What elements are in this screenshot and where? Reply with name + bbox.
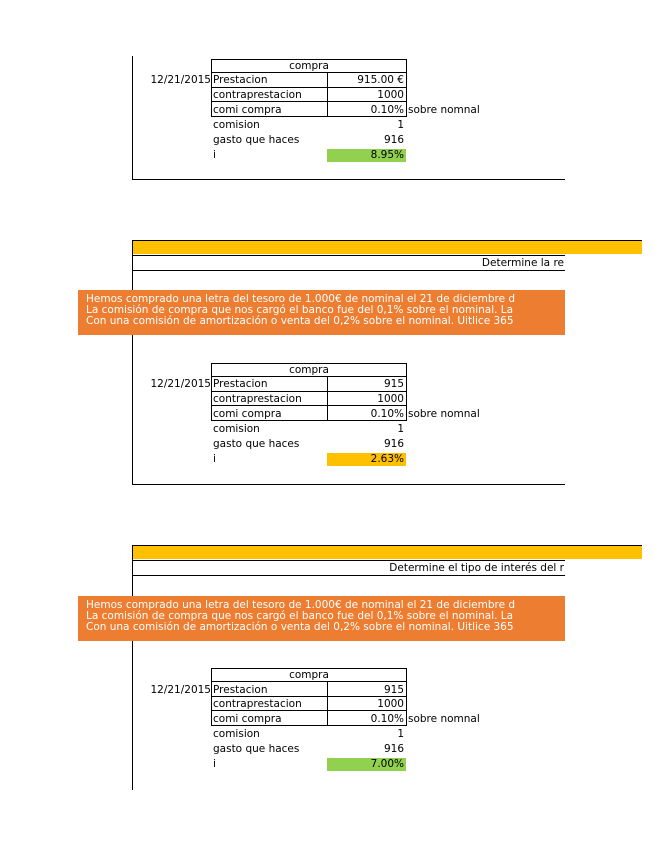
row-value-i[interactable]: 7.00%	[370, 758, 404, 770]
row-value-comi-compra[interactable]: 0.10%	[370, 408, 404, 420]
section-title[interactable]: Determine la re	[481, 257, 564, 269]
table-header[interactable]: compra	[289, 60, 329, 72]
row-note-comi-compra[interactable]: sobre nomnal	[408, 408, 480, 420]
grid-line	[211, 376, 407, 377]
row-label-gasto[interactable]: gasto que haces	[213, 438, 300, 450]
row-label-gasto[interactable]: gasto que haces	[213, 743, 300, 755]
problem-statement[interactable]	[78, 596, 565, 641]
yellow-header-band	[132, 241, 642, 254]
row-value-contraprestacion[interactable]: 1000	[377, 89, 404, 101]
grid-line	[211, 87, 407, 88]
row-label-comi-compra[interactable]: comi compra	[213, 408, 282, 420]
grid-line	[211, 681, 407, 682]
band-border	[132, 545, 642, 546]
section-bottom-border	[132, 179, 565, 180]
column-border	[132, 545, 133, 790]
row-value-gasto[interactable]: 916	[383, 743, 404, 755]
row-value-contraprestacion[interactable]: 1000	[377, 698, 404, 710]
title-bottom-border	[132, 575, 565, 576]
row-value-comi-compra[interactable]: 0.10%	[370, 713, 404, 725]
row-value-gasto[interactable]: 916	[383, 438, 404, 450]
problem-line-2: La comisión de compra que nos cargó el banco fue del 0,1% sobre el nominal. La	[86, 304, 514, 316]
row-value-i[interactable]: 8.95%	[370, 149, 404, 161]
row-note-comi-compra[interactable]: sobre nomnal	[408, 713, 480, 725]
row-value-contraprestacion[interactable]: 1000	[377, 393, 404, 405]
row-value-prestacion[interactable]: 915.00 €	[357, 74, 404, 86]
row-label-contraprestacion[interactable]: contraprestacion	[213, 393, 302, 405]
section-bottom-border	[132, 484, 565, 485]
row-value-comision[interactable]: 1	[397, 423, 404, 435]
grid-line	[211, 391, 407, 392]
date-cell[interactable]: 12/21/2015	[150, 684, 211, 696]
row-label-i[interactable]: i	[213, 453, 216, 465]
yellow-header-band	[132, 546, 642, 559]
row-label-i[interactable]: i	[213, 149, 216, 161]
row-label-gasto[interactable]: gasto que haces	[213, 134, 300, 146]
row-label-comision[interactable]: comision	[213, 119, 260, 131]
date-cell[interactable]: 12/21/2015	[150, 74, 211, 86]
grid-line	[211, 72, 407, 73]
row-label-prestacion[interactable]: Prestacion	[213, 378, 268, 390]
row-label-prestacion[interactable]: Prestacion	[213, 74, 268, 86]
row-value-comision[interactable]: 1	[397, 728, 404, 740]
row-label-prestacion[interactable]: Prestacion	[213, 684, 268, 696]
row-value-prestacion[interactable]: 915	[383, 684, 404, 696]
band-border	[132, 240, 642, 241]
row-value-prestacion[interactable]: 915	[383, 378, 404, 390]
row-label-contraprestacion[interactable]: contraprestacion	[213, 698, 302, 710]
row-label-comi-compra[interactable]: comi compra	[213, 713, 282, 725]
row-value-gasto[interactable]: 916	[383, 134, 404, 146]
problem-line-1: Hemos comprado una letra del tesoro de 1.000€ de nominal el 21 de diciembre d	[86, 293, 516, 305]
column-border	[132, 56, 133, 180]
row-note-comi-compra[interactable]: sobre nomnal	[408, 104, 480, 116]
column-border	[132, 240, 133, 485]
row-label-comision[interactable]: comision	[213, 423, 260, 435]
row-value-comision[interactable]: 1	[397, 119, 404, 131]
row-value-comi-compra[interactable]: 0.10%	[370, 104, 404, 116]
section-title[interactable]: Determine el tipo de interés del r	[389, 562, 564, 574]
title-top-border	[132, 255, 565, 256]
row-label-i[interactable]: i	[213, 758, 216, 770]
problem-line-2: La comisión de compra que nos cargó el banco fue del 0,1% sobre el nominal. La	[86, 610, 514, 622]
row-value-i[interactable]: 2.63%	[370, 453, 404, 465]
problem-line-3: Con una comisión de amortización o venta del 0,2% sobre el nominal. Uitlice 365	[86, 621, 514, 633]
row-label-comision[interactable]: comision	[213, 728, 260, 740]
grid-line	[211, 696, 407, 697]
date-cell[interactable]: 12/21/2015	[150, 378, 211, 390]
table-header[interactable]: compra	[289, 364, 329, 376]
problem-statement[interactable]	[78, 290, 565, 335]
problem-line-1: Hemos comprado una letra del tesoro de 1.000€ de nominal el 21 de diciembre d	[86, 599, 516, 611]
row-label-contraprestacion[interactable]: contraprestacion	[213, 89, 302, 101]
row-label-comi-compra[interactable]: comi compra	[213, 104, 282, 116]
title-bottom-border	[132, 270, 565, 271]
title-top-border	[132, 560, 565, 561]
problem-line-3: Con una comisión de amortización o venta del 0,2% sobre el nominal. Uitlice 365	[86, 315, 514, 327]
table-header[interactable]: compra	[289, 669, 329, 681]
